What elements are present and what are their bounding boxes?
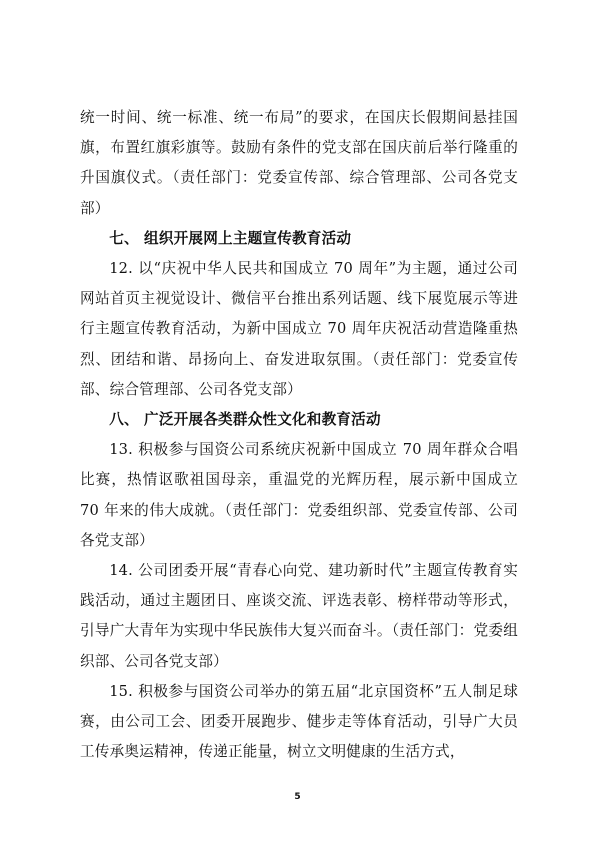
section-heading-7: 七、 组织开展网上主题宣传教育活动 bbox=[109, 229, 352, 247]
page-number: 5 bbox=[294, 792, 301, 802]
paragraph-12: 12. 以“庆祝中华人民共和国成立 70 周年”为主题，通过公司网站首页主视觉设计、微信平台推出系列话题、线下展览展示等进行主题宣传教育活动，为新中国成立 70 周年庆祝活动营造隆重热烈、团结和谐、昂扬向上、奋发进取氛围。（责任部门：党委宣传部、综合管理部、公司各党支部） bbox=[80, 260, 518, 398]
paragraph-15: 15. 积极参与国资公司举办的第五届“北京国资杯”五人制足球赛，由公司工会、团委开展跑步、健步走等体育活动，引导广大员工传承奥运精神，传递正能量，树立文明健康的生活方式， bbox=[80, 682, 518, 761]
paragraph-14: 14. 公司团委开展“青春心向党、建功新时代”主题宣传教育实践活动，通过主题团日、座谈交流、评选表彰、榜样带动等形式，引导广大青年为实现中华民族伟大复兴而奋斗。（责任部门：党委组织部、公司各党支部） bbox=[80, 562, 518, 670]
paragraph-13: 13. 积极参与国资公司系统庆祝新中国成立 70 周年群众合唱比赛，热情讴歌祖国母亲，重温党的光辉历程，展示新中国成立 70 年来的伟大成就。（责任部门：党委组织部、党委宣传部、公司各党支部） bbox=[80, 441, 518, 549]
document-body bbox=[80, 103, 518, 767]
paragraph-continuation: 统一时间、统一标准、统一布局”的要求，在国庆长假期间悬挂国旗，布置红旗彩旗等。鼓励有条件的党支部在国庆前后举行隆重的升国旗仪式。（责任部门：党委宣传部、综合管理部、公司各党支部） bbox=[80, 109, 518, 217]
section-heading-8: 八、 广泛开展各类群众性文化和教育活动 bbox=[109, 411, 381, 429]
